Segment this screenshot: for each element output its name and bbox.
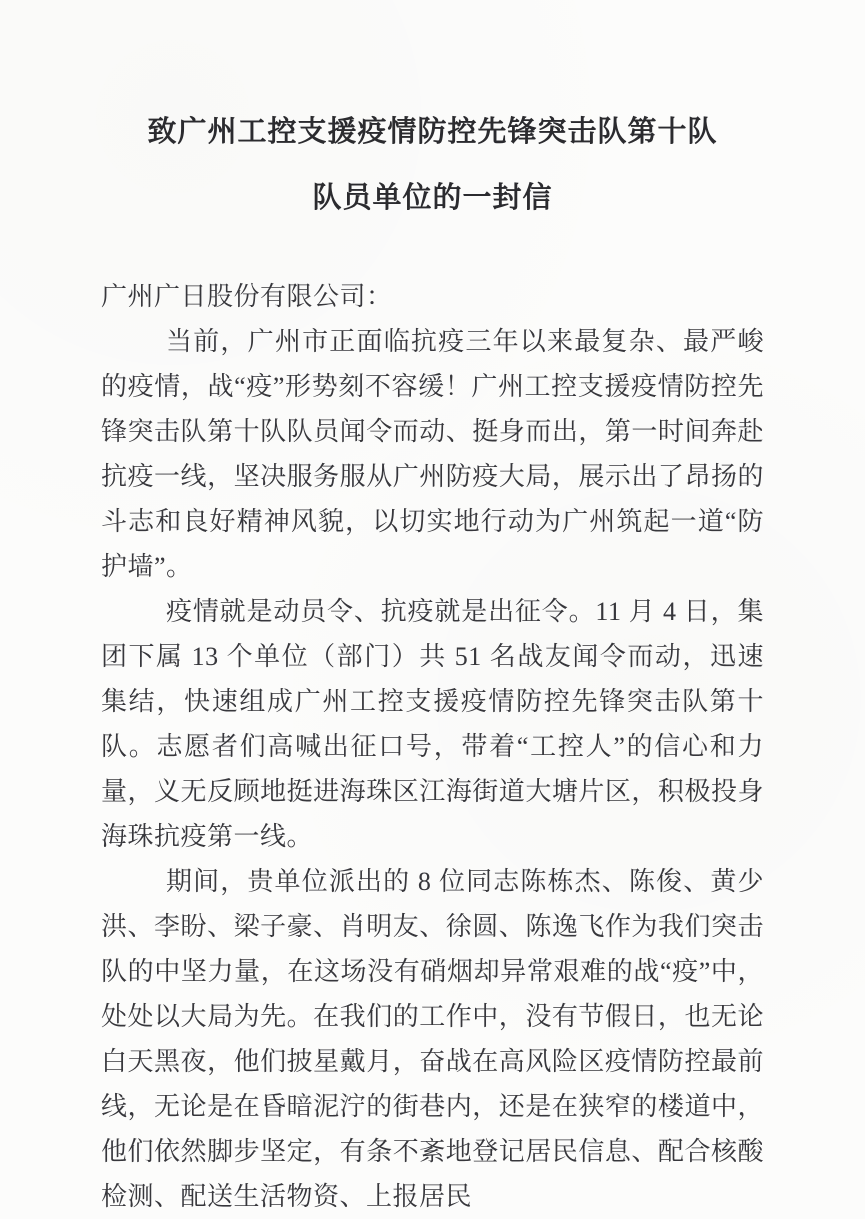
paragraph-1: 当前，广州市正面临抗疫三年以来最复杂、最严峻的疫情，战“疫”形势刻不容缓！广州工控支援疫情防控先锋突击队第十队队员闻令而动、挺身而出，第一时间奔赴抗疫一线，坚决服务服从广州防疫大局，展示出了昂扬的斗志和良好精神风貌，以切实地行动为广州筑起一道“防护墙”。 [101,327,764,581]
letter-title-line-1: 致广州工控支援疫情防控先锋突击队第十队 [147,116,718,148]
salutation: 广州广日股份有限公司： [101,282,393,311]
paragraph-2: 疫情就是动员令、抗疫就是出征令。11 月 4 日，集团下属 13 个单位（部门）共 51 名战友闻令而动，迅速集结，快速组成广州工控支援疫情防控先锋突击队第十队。志愿者们高喊出征口号，带着“工控人”的信心和力量，义无反顾地挺进海珠区江海街道大塘片区，积极投身海珠抗疫第一线。 [101,597,764,851]
letter-body [101,274,764,1219]
paragraph-3: 期间，贵单位派出的 8 位同志陈栋杰、陈俊、黄少洪、李盼、梁子豪、肖明友、徐圆、陈逸飞作为我们突击队的中坚力量，在这场没有硝烟却异常艰难的战“疫”中，处处以大局为先。在我们的工作中，没有节假日，也无论白天黑夜，他们披星戴月，奋战在高风险区疫情防控最前线，无论是在昏暗泥泞的街巷内，还是在狭窄的楼道中，他们依然脚步坚定，有条不紊地登记居民信息、配合核酸检测、配送生活物资、上报居民 [101,867,764,1211]
letter-title-line-2: 队员单位的一封信 [312,182,553,214]
